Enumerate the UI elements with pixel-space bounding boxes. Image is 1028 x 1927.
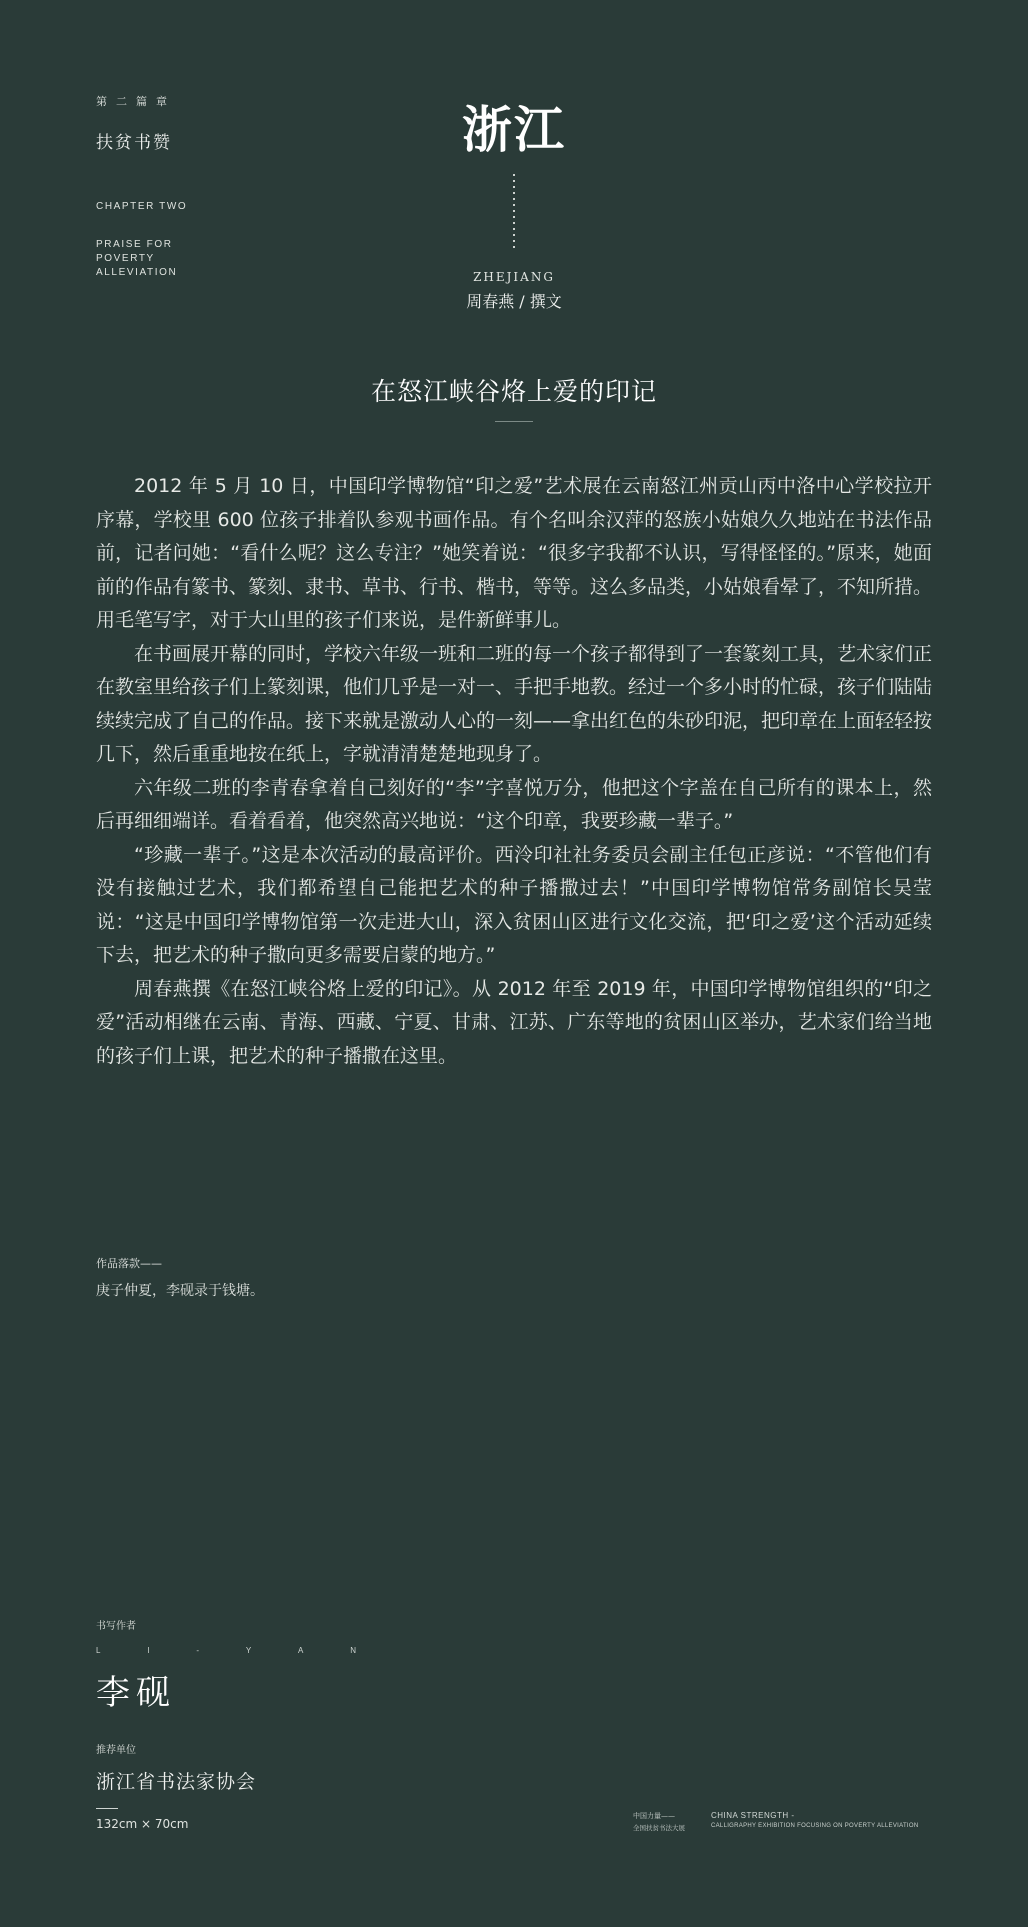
recommender-label: 推荐单位 (96, 1745, 136, 1756)
author-en-letter: N (350, 1646, 356, 1655)
exhibition-logo-cn-line1: 中国力量—— (633, 1812, 675, 1820)
region-en-name: ZHEJIANG (473, 270, 555, 284)
exhibition-logo-en-line2: CALLIGRAPHY EXHIBITION FOCUSING ON POVERTY ALLEVIATION (711, 1823, 919, 1829)
chapter-title: 扶贫书赞 (96, 133, 172, 153)
author-en-letter: Y (245, 1646, 252, 1655)
author-en-letter: A (298, 1646, 304, 1655)
region-title: 浙江 (462, 100, 566, 159)
dotted-divider (513, 172, 515, 250)
title-underline (495, 421, 533, 422)
article-title: 在怒江峡谷烙上爱的印记 (370, 377, 657, 406)
article-paragraph: 六年级二班的李青春拿着自己刻好的“李”字喜悦万分，他把这个字盖在自己所有的课本上，然后再细细端详。看着看着，他突然高兴地说：“这个印章，我要珍藏一辈子。” (96, 776, 932, 832)
exhibition-logo-cn-line2: 全国扶贫书法大展 (633, 1824, 685, 1832)
author-en-letter: - (196, 1646, 200, 1655)
artwork-dimensions: 132cm × 70cm (96, 1817, 189, 1831)
inscription-label: 作品落款—— (96, 1257, 162, 1270)
author-name: 李砚 (96, 1673, 176, 1713)
author-en-name (96, 1646, 356, 1655)
recommender-name: 浙江省书法家协会 (96, 1771, 257, 1793)
dimensions-rule (96, 1808, 118, 1809)
exhibition-logo-en-line1: CHINA STRENGTH - (711, 1811, 795, 1820)
article-body (96, 470, 932, 1073)
article-paragraph: 周春燕撰《在怒江峡谷烙上爱的印记》。从 2012 年至 2019 年，中国印学博物馆组织的“印之爱”活动相继在云南、青海、西藏、宁夏、甘肃、江苏、广东等地的贫困山区举办，艺术家们给当地的孩子们上课，把艺术的种子播撒在这里。 (96, 977, 932, 1067)
article-paragraph: “珍藏一辈子。”这是本次活动的最高评价。西泠印社社务委员会副主任包正彦说：“不管他们有没有接触过艺术，我们都希望自己能把艺术的种子播撒过去！”中国印学博物馆常务副馆长吴莹说：“这是中国印学博物馆第一次走进大山，深入贫困山区进行文化交流，把‘印之爱’这个活动延续下去，把艺术的种子撒向更多需要启蒙的地方。” (96, 843, 932, 966)
chapter-en-label: CHAPTER TWO (96, 201, 188, 212)
article-paragraph: 在书画展开幕的同时，学校六年级一班和二班的每一个孩子都得到了一套篆刻工具，艺术家们正在教室里给孩子们上篆刻课，他们几乎是一对一、手把手地教。经过一个多小时的忙碌，孩子们陆陆续续完成了自己的作品。接下来就是激动人心的一刻——拿出红色的朱砂印泥，把印章在上面轻轻按几下，然后重重地按在纸上，字就清清楚楚地现身了。 (96, 642, 933, 765)
author-en-letter: I (147, 1646, 150, 1655)
inscription-text: 庚子仲夏，李砚录于钱塘。 (96, 1283, 264, 1299)
author-label: 书写作者 (96, 1621, 136, 1632)
chapter-en-subtitle: PRAISE FOR POVERTY ALLEVIATION (96, 239, 178, 278)
chapter-label: 第二篇章 (96, 95, 176, 108)
article-paragraph: 2012 年 5 月 10 日，中国印学博物馆“印之爱”艺术展在云南怒江州贡山丙中洛中心学校拉开序幕，学校里 600 位孩子排着队参观书画作品。有个名叫余汉萍的怒族小姑娘久久地站在书法作品前，记者问她：“看什么呢？这么专注？”她笑着说：“很多字我都不认识，写得怪怪的。”原来，她面前的作品有篆书、篆刻、隶书、草书、行书、楷书，等等。这么多品类，小姑娘看晕了，不知所措。用毛笔写字，对于大山里的孩子们来说，是件新鲜事儿。 (96, 475, 933, 631)
article-byline: 周春燕 / 撰文 (466, 292, 562, 311)
author-en-letter: L (96, 1646, 101, 1655)
